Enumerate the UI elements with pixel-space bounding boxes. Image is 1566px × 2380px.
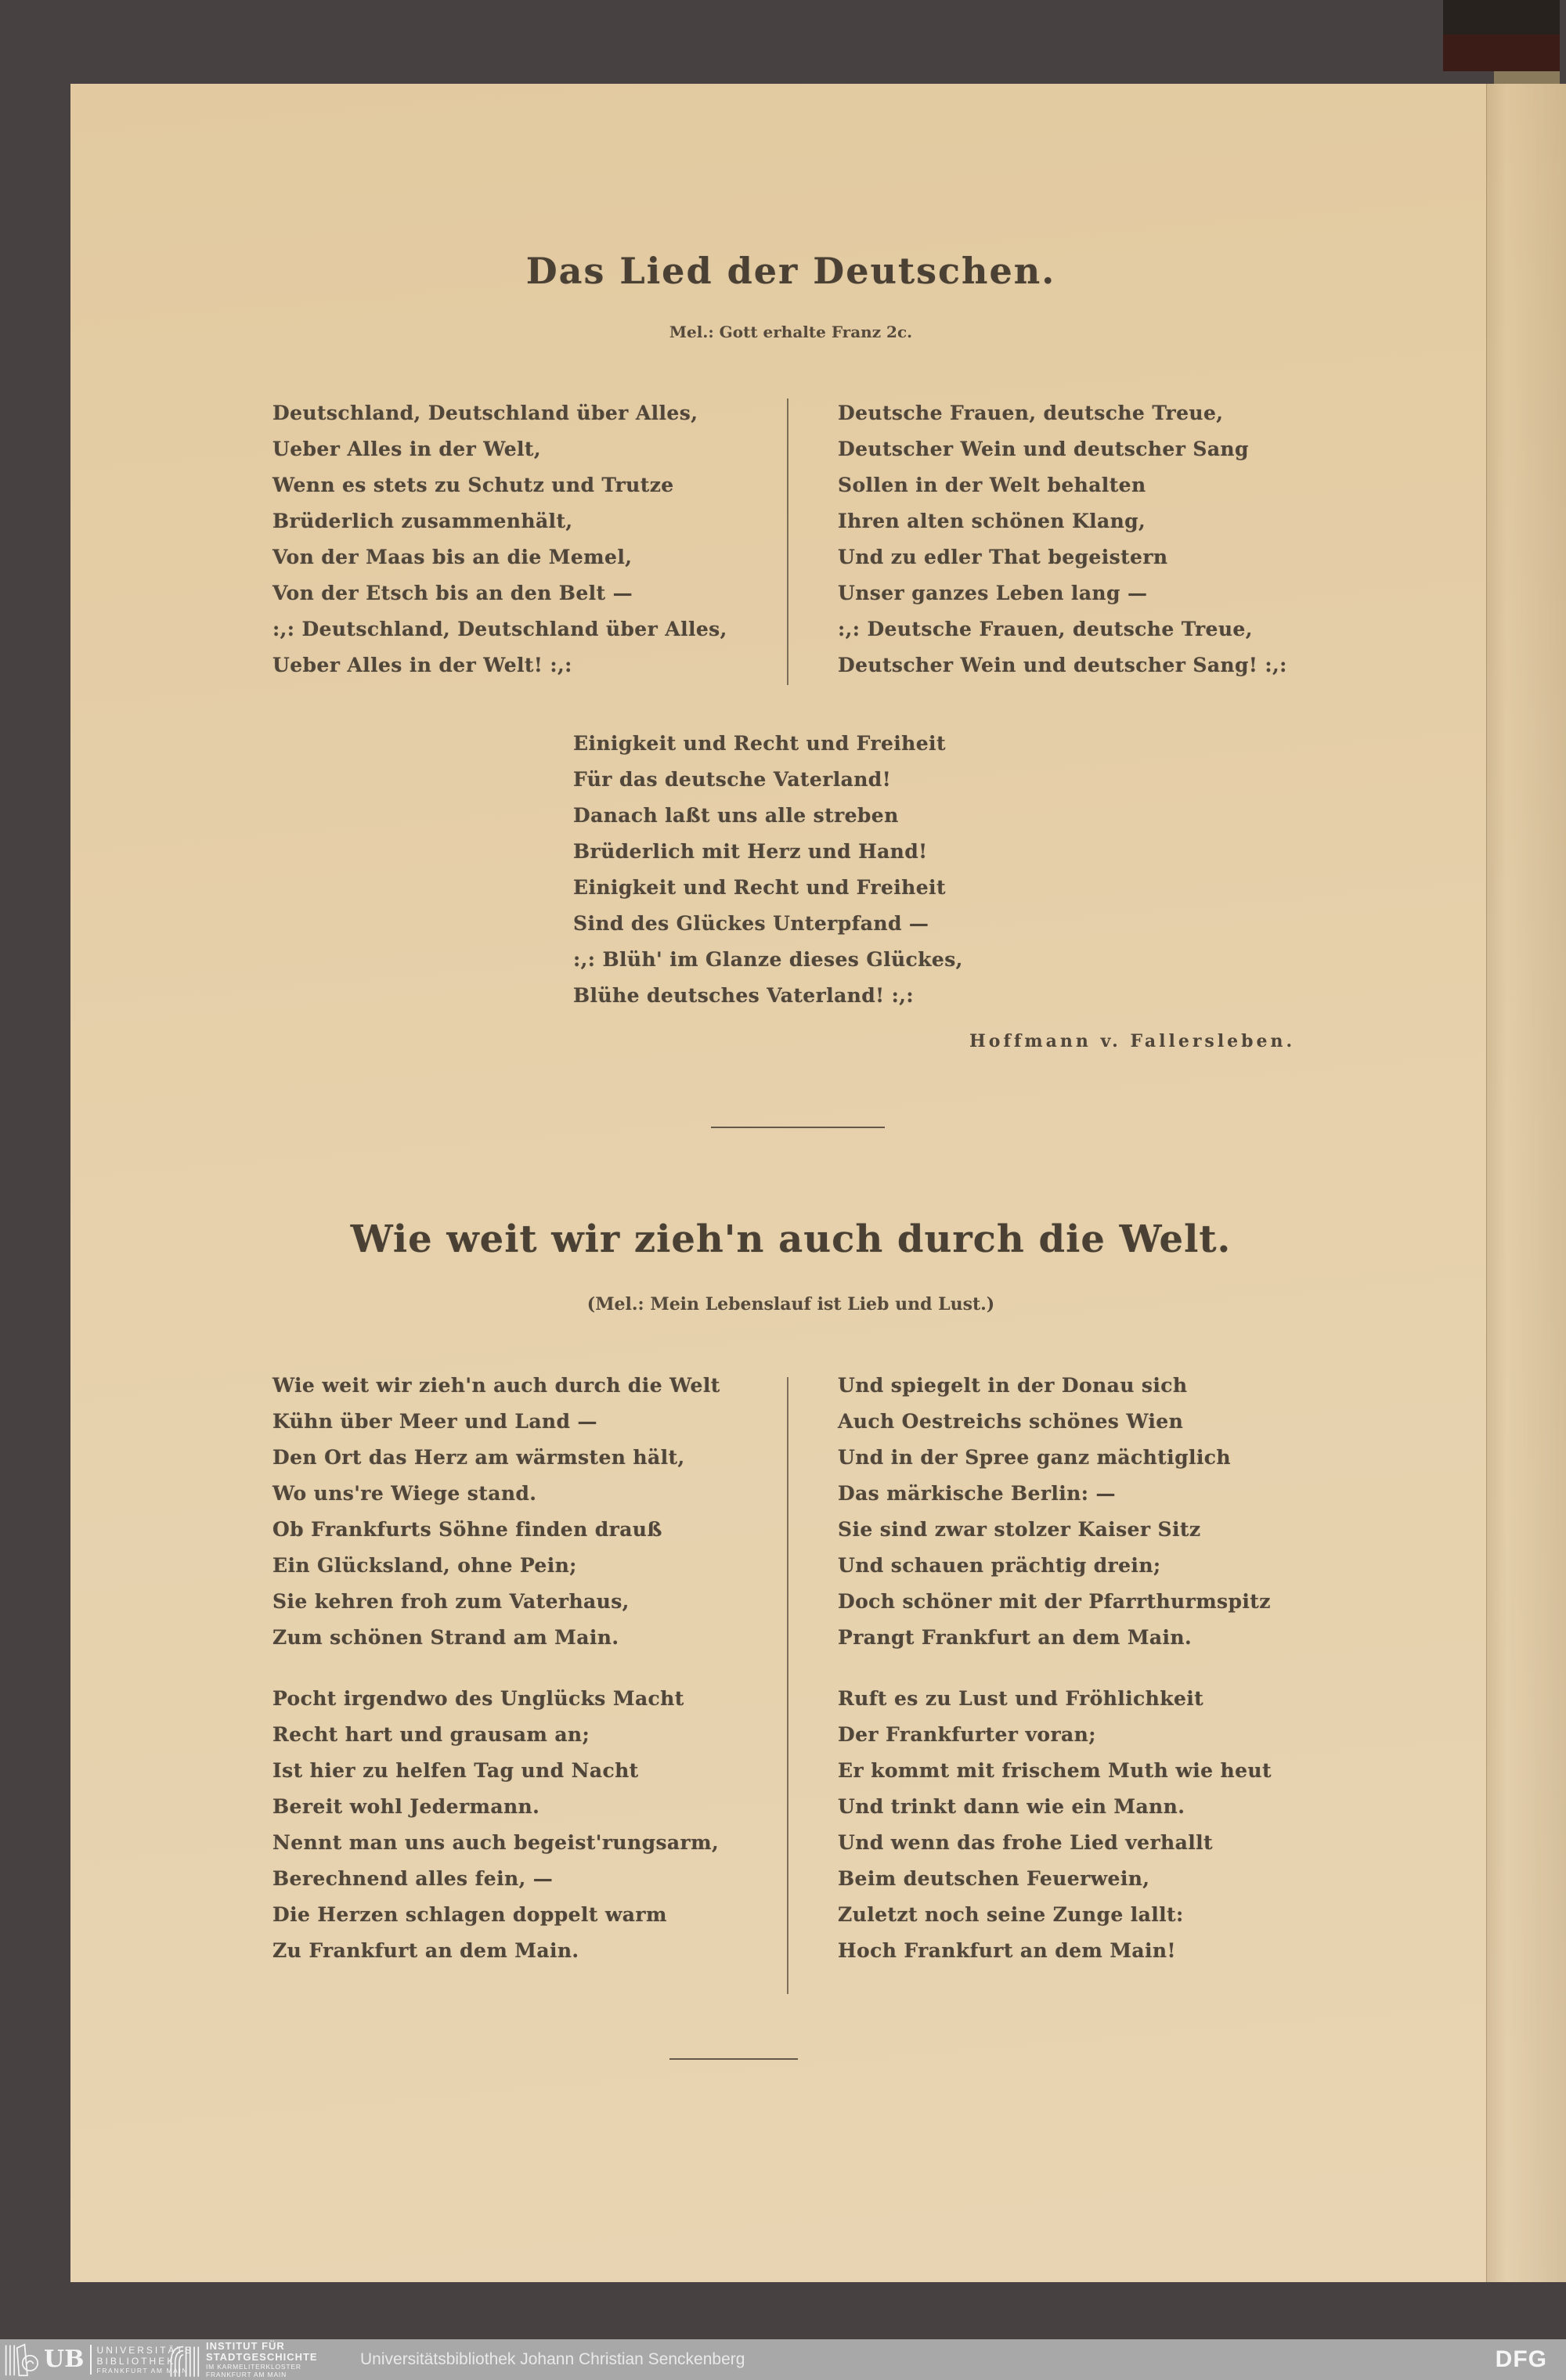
institut-text-line: INSTITUT FÜR <box>206 2340 285 2352</box>
song1-author: Hoffmann v. Fallersleben. <box>969 1031 1296 1051</box>
verse-line: Blühe deutsches Vaterland! :,: <box>573 984 914 1007</box>
verse-line: Pocht irgendwo des Unglücks Macht <box>272 1687 684 1710</box>
column-divider-2 <box>787 1377 788 1994</box>
verse-line: Und spiegelt in der Donau sich <box>838 1374 1188 1397</box>
ub-text-line: UNIVERSITÄTS <box>96 2344 193 2356</box>
verse-line: Ueber Alles in der Welt! :,: <box>272 654 572 676</box>
book-spine <box>1443 34 1560 71</box>
verse-line: Zum schönen Strand am Main. <box>272 1626 619 1649</box>
verse-line: Von der Maas bis an die Memel, <box>272 546 633 568</box>
verse-line: Prangt Frankfurt an dem Main. <box>838 1626 1193 1649</box>
institut-arch-icon <box>168 2342 200 2377</box>
verse-line: Sind des Glückes Unterpfand — <box>573 912 929 935</box>
verse-line: Den Ort das Herz am wärmsten hält, <box>272 1446 685 1469</box>
verse-line: Ihren alten schönen Klang, <box>838 510 1146 532</box>
verse-line: Unser ganzes Leben lang — <box>838 582 1148 604</box>
section-divider-1 <box>711 1127 885 1128</box>
verse-line: Sollen in der Welt behalten <box>838 474 1146 496</box>
song1-title: Das Lied der Deutschen. <box>525 250 1056 292</box>
verse-line: Die Herzen schlagen doppelt warm <box>272 1903 667 1926</box>
viewer-footer <box>0 2339 1566 2380</box>
song2-title: Wie weit wir zieh'n auch durch die Welt. <box>350 1217 1232 1261</box>
verse-line: Deutscher Wein und deutscher Sang <box>838 438 1249 460</box>
song1-stanza1 <box>272 395 727 683</box>
verse-line: Wenn es stets zu Schutz und Trutze <box>272 474 674 496</box>
verse-line: Brüderlich zusammenhält, <box>272 510 573 532</box>
verse-line: Deutschland, Deutschland über Alles, <box>272 402 698 424</box>
verse-line: :,: Blüh' im Glanze dieses Glückes, <box>573 948 963 971</box>
song1-stanza3 <box>573 726 963 1014</box>
scanned-page <box>70 84 1566 2282</box>
verse-line: Sie kehren froh zum Vaterhaus, <box>272 1590 630 1613</box>
ub-text-line: FRANKFURT AM MAIN <box>96 2366 189 2375</box>
verse-line: Wo uns're Wiege stand. <box>272 1482 537 1505</box>
verse-line: Recht hart und grausam an; <box>272 1723 590 1746</box>
song1-melody: Mel.: Gott erhalte Franz 2c. <box>669 323 913 341</box>
verse-line: Der Frankfurter voran; <box>838 1723 1096 1746</box>
song2-stanza4 <box>838 1681 1272 1969</box>
song2-stanza1 <box>272 1368 720 1656</box>
dfg-logo: DFG <box>1495 2346 1547 2372</box>
verse-line: Kühn über Meer und Land — <box>272 1410 597 1433</box>
verse-line: Ueber Alles in der Welt, <box>272 438 541 460</box>
verse-line: Und zu edler That begeistern <box>838 546 1168 568</box>
verse-line: Bereit wohl Jedermann. <box>272 1795 540 1818</box>
verse-line: Einigkeit und Recht und Freiheit <box>573 876 946 899</box>
verse-line: Beim deutschen Feuerwein, <box>838 1867 1150 1890</box>
library-name: Universitätsbibliothek Johann Christian Senckenberg <box>360 2350 745 2368</box>
institut-text-line: STADTGESCHICHTE <box>206 2351 318 2363</box>
verse-line: Zuletzt noch seine Zunge lallt: <box>838 1903 1184 1926</box>
verse-line: :,: Deutschland, Deutschland über Alles, <box>272 618 727 640</box>
verse-line: Zu Frankfurt an dem Main. <box>272 1939 579 1962</box>
song2-stanza3 <box>272 1681 719 1969</box>
song2-melody: (Mel.: Mein Lebenslauf ist Lieb und Lust.) <box>586 1294 995 1314</box>
page-fold-edge <box>1486 84 1566 2282</box>
verse-line: Deutsche Frauen, deutsche Treue, <box>838 402 1224 424</box>
verse-line: Brüderlich mit Herz und Hand! <box>573 840 928 863</box>
column-divider-1 <box>787 398 788 685</box>
verse-line: Einigkeit und Recht und Freiheit <box>573 732 946 755</box>
institut-logo <box>168 2341 318 2378</box>
verse-line: Danach laßt uns alle streben <box>573 804 899 827</box>
verse-line: Ruft es zu Lust und Fröhlichkeit <box>838 1687 1204 1710</box>
verse-line: :,: Deutsche Frauen, deutsche Treue, <box>838 618 1253 640</box>
ub-books-icon <box>4 2342 38 2377</box>
verse-line: Von der Etsch bis an den Belt — <box>272 582 633 604</box>
verse-line: Ob Frankfurts Söhne finden drauß <box>272 1518 662 1541</box>
verse-line: Wie weit wir zieh'n auch durch die Welt <box>272 1374 720 1397</box>
verse-line: Und in der Spree ganz mächtiglich <box>838 1446 1231 1469</box>
ub-logo <box>4 2342 193 2377</box>
verse-line: Hoch Frankfurt an dem Main! <box>838 1939 1176 1962</box>
verse-line: Das märkische Berlin: — <box>838 1482 1116 1505</box>
song2-stanza2 <box>838 1368 1271 1656</box>
institut-text-line: FRANKFURT AM MAIN <box>206 2371 287 2378</box>
verse-line: Für das deutsche Vaterland! <box>573 768 892 791</box>
verse-line: Berechnend alles fein, — <box>272 1867 554 1890</box>
verse-line: Ist hier zu helfen Tag und Nacht <box>272 1759 639 1782</box>
verse-line: Und schauen prächtig drein; <box>838 1554 1161 1577</box>
verse-line: Sie sind zwar stolzer Kaiser Sitz <box>838 1518 1201 1541</box>
ub-divider <box>90 2345 92 2375</box>
song1-stanza2 <box>838 395 1287 683</box>
verse-line: Und trinkt dann wie ein Mann. <box>838 1795 1185 1818</box>
verse-line: Deutscher Wein und deutscher Sang! :,: <box>838 654 1287 676</box>
verse-line: Und wenn das frohe Lied verhallt <box>838 1831 1213 1854</box>
verse-line: Er kommt mit frischem Muth wie heut <box>838 1759 1272 1782</box>
verse-line: Nennt man uns auch begeist'rungsarm, <box>272 1831 720 1854</box>
ub-text-line: BIBLIOTHEK <box>96 2355 176 2367</box>
verse-line: Doch schöner mit der Pfarrthurmspitz <box>838 1590 1271 1613</box>
verse-line: Auch Oestreichs schönes Wien <box>838 1410 1184 1433</box>
book-spine-edge <box>1494 71 1560 84</box>
book-spine-shadow <box>1443 0 1560 34</box>
institut-text-line: IM KARMELITERKLOSTER <box>206 2363 301 2371</box>
verse-line: Ein Glücksland, ohne Pein; <box>272 1554 577 1577</box>
ub-abbr: UB <box>44 2346 85 2373</box>
institut-logo-text <box>206 2341 318 2378</box>
section-divider-2 <box>669 2058 798 2060</box>
